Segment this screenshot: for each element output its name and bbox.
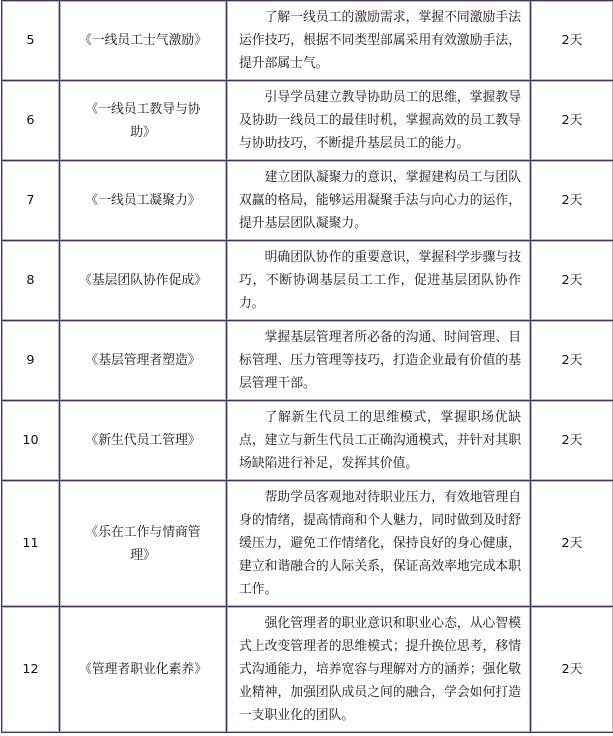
- row-number-cell: [2, 241, 59, 320]
- table-row: [2, 401, 613, 480]
- course-table: [1, 0, 613, 733]
- course-title: 《管理者职业化素养》: [79, 662, 207, 677]
- row-number: 12: [22, 662, 39, 677]
- row-number-cell: [2, 161, 59, 240]
- row-number-cell: [2, 607, 59, 732]
- course-description-cell: [227, 321, 530, 400]
- course-description-cell: [227, 401, 530, 480]
- course-description: 帮助学员客观地对待职业压力，有效地管理自身的情绪，提高情商和个人魅力，同时做到及时舒缓压力，避免工作情绪化，保持良好的身心健康，建立和谐融合的人际关系，保证高效率地完成本职工作。: [239, 490, 521, 597]
- row-number: 6: [26, 113, 35, 128]
- course-duration-cell: [531, 241, 613, 320]
- course-description-cell: [227, 481, 530, 606]
- course-description: 了解一线员工的激励需求，掌握不同激励手法运作技巧，根据不同类型部属采用有效激励手法，提升部属士气。: [239, 10, 521, 71]
- course-title-cell: [60, 607, 226, 732]
- course-description: 了解新生代员工的思维模式，掌握职场优缺点，建立与新生代员工正确沟通模式，并针对其职场缺陷进行补足，发挥其价值。: [239, 410, 521, 471]
- course-duration-cell: [531, 481, 613, 606]
- course-duration-cell: [531, 607, 613, 732]
- course-duration: 2天: [561, 662, 583, 677]
- row-number: 9: [26, 353, 35, 368]
- course-title: 《基层团队协作促成》: [79, 273, 207, 288]
- course-title-cell: [60, 321, 226, 400]
- course-description-cell: [227, 607, 530, 732]
- course-duration: 2天: [561, 433, 583, 448]
- course-description-cell: [227, 241, 530, 320]
- course-duration-cell: [531, 401, 613, 480]
- course-title: 《一线员工凝聚力》: [85, 193, 201, 208]
- table-row: [2, 321, 613, 400]
- course-description-cell: [227, 81, 530, 160]
- table-row: [2, 241, 613, 320]
- row-number: 10: [22, 433, 39, 448]
- row-number-cell: [2, 481, 59, 606]
- row-number: 5: [26, 33, 35, 48]
- course-duration-cell: [531, 161, 613, 240]
- course-description-cell: [227, 1, 530, 80]
- row-number-cell: [2, 1, 59, 80]
- course-duration: 2天: [561, 193, 583, 208]
- course-title-cell: [60, 81, 226, 160]
- course-duration: 2天: [561, 353, 583, 368]
- row-number: 8: [26, 273, 35, 288]
- row-number-cell: [2, 81, 59, 160]
- course-duration: 2天: [561, 113, 583, 128]
- course-title-cell: [60, 241, 226, 320]
- table-row: [2, 481, 613, 606]
- course-duration: 2天: [561, 536, 583, 551]
- course-title: 《基层管理者塑造》: [85, 353, 201, 368]
- course-description-cell: [227, 161, 530, 240]
- table-row: [2, 81, 613, 160]
- row-number-cell: [2, 401, 59, 480]
- course-description: 建立团队凝聚力的意识，掌握建构员工与团队双赢的格局，能够运用凝聚手法与向心力的运作，提升基层团队凝聚力。: [239, 170, 521, 231]
- course-description: 引导学员建立教导协助员工的思维，掌握教导及协助一线员工的最佳时机，掌握高效的员工教导与协助技巧，不断提升基层员工的能力。: [239, 90, 521, 151]
- course-description: 掌握基层管理者所必备的沟通、时间管理、目标管理、压力管理等技巧，打造企业最有价值的基层管理干部。: [239, 330, 521, 391]
- course-title: 《一线员工士气激励》: [79, 33, 207, 48]
- table-row: [2, 161, 613, 240]
- row-number-cell: [2, 321, 59, 400]
- course-title-cell: [60, 1, 226, 80]
- course-title-cell: [60, 481, 226, 606]
- course-title-cell: [60, 161, 226, 240]
- course-description: 明确团队协作的重要意识，掌握科学步骤与技巧，不断协调基层员工工作，促进基层团队协作力。: [239, 250, 521, 311]
- course-duration-cell: [531, 321, 613, 400]
- course-duration: 2天: [561, 33, 583, 48]
- course-title: 《一线员工教导与协助》: [85, 101, 201, 140]
- course-title: 《新生代员工管理》: [85, 433, 201, 448]
- row-number: 7: [26, 193, 35, 208]
- row-number: 11: [22, 536, 39, 551]
- course-duration-cell: [531, 81, 613, 160]
- table-row: [2, 1, 613, 80]
- course-title: 《乐在工作与情商管理》: [85, 524, 201, 563]
- course-duration-cell: [531, 1, 613, 80]
- course-duration: 2天: [561, 273, 583, 288]
- course-description: 强化管理者的职业意识和职业心态，从心智模式上改变管理者的思维模式；提升换位思考，移情式沟通能力，培养宽容与理解对方的涵养；强化敬业精神，加强团队成员之间的融合，学会如何打造一支职业化的团队。: [239, 616, 521, 723]
- course-title-cell: [60, 401, 226, 480]
- table-row: [2, 607, 613, 732]
